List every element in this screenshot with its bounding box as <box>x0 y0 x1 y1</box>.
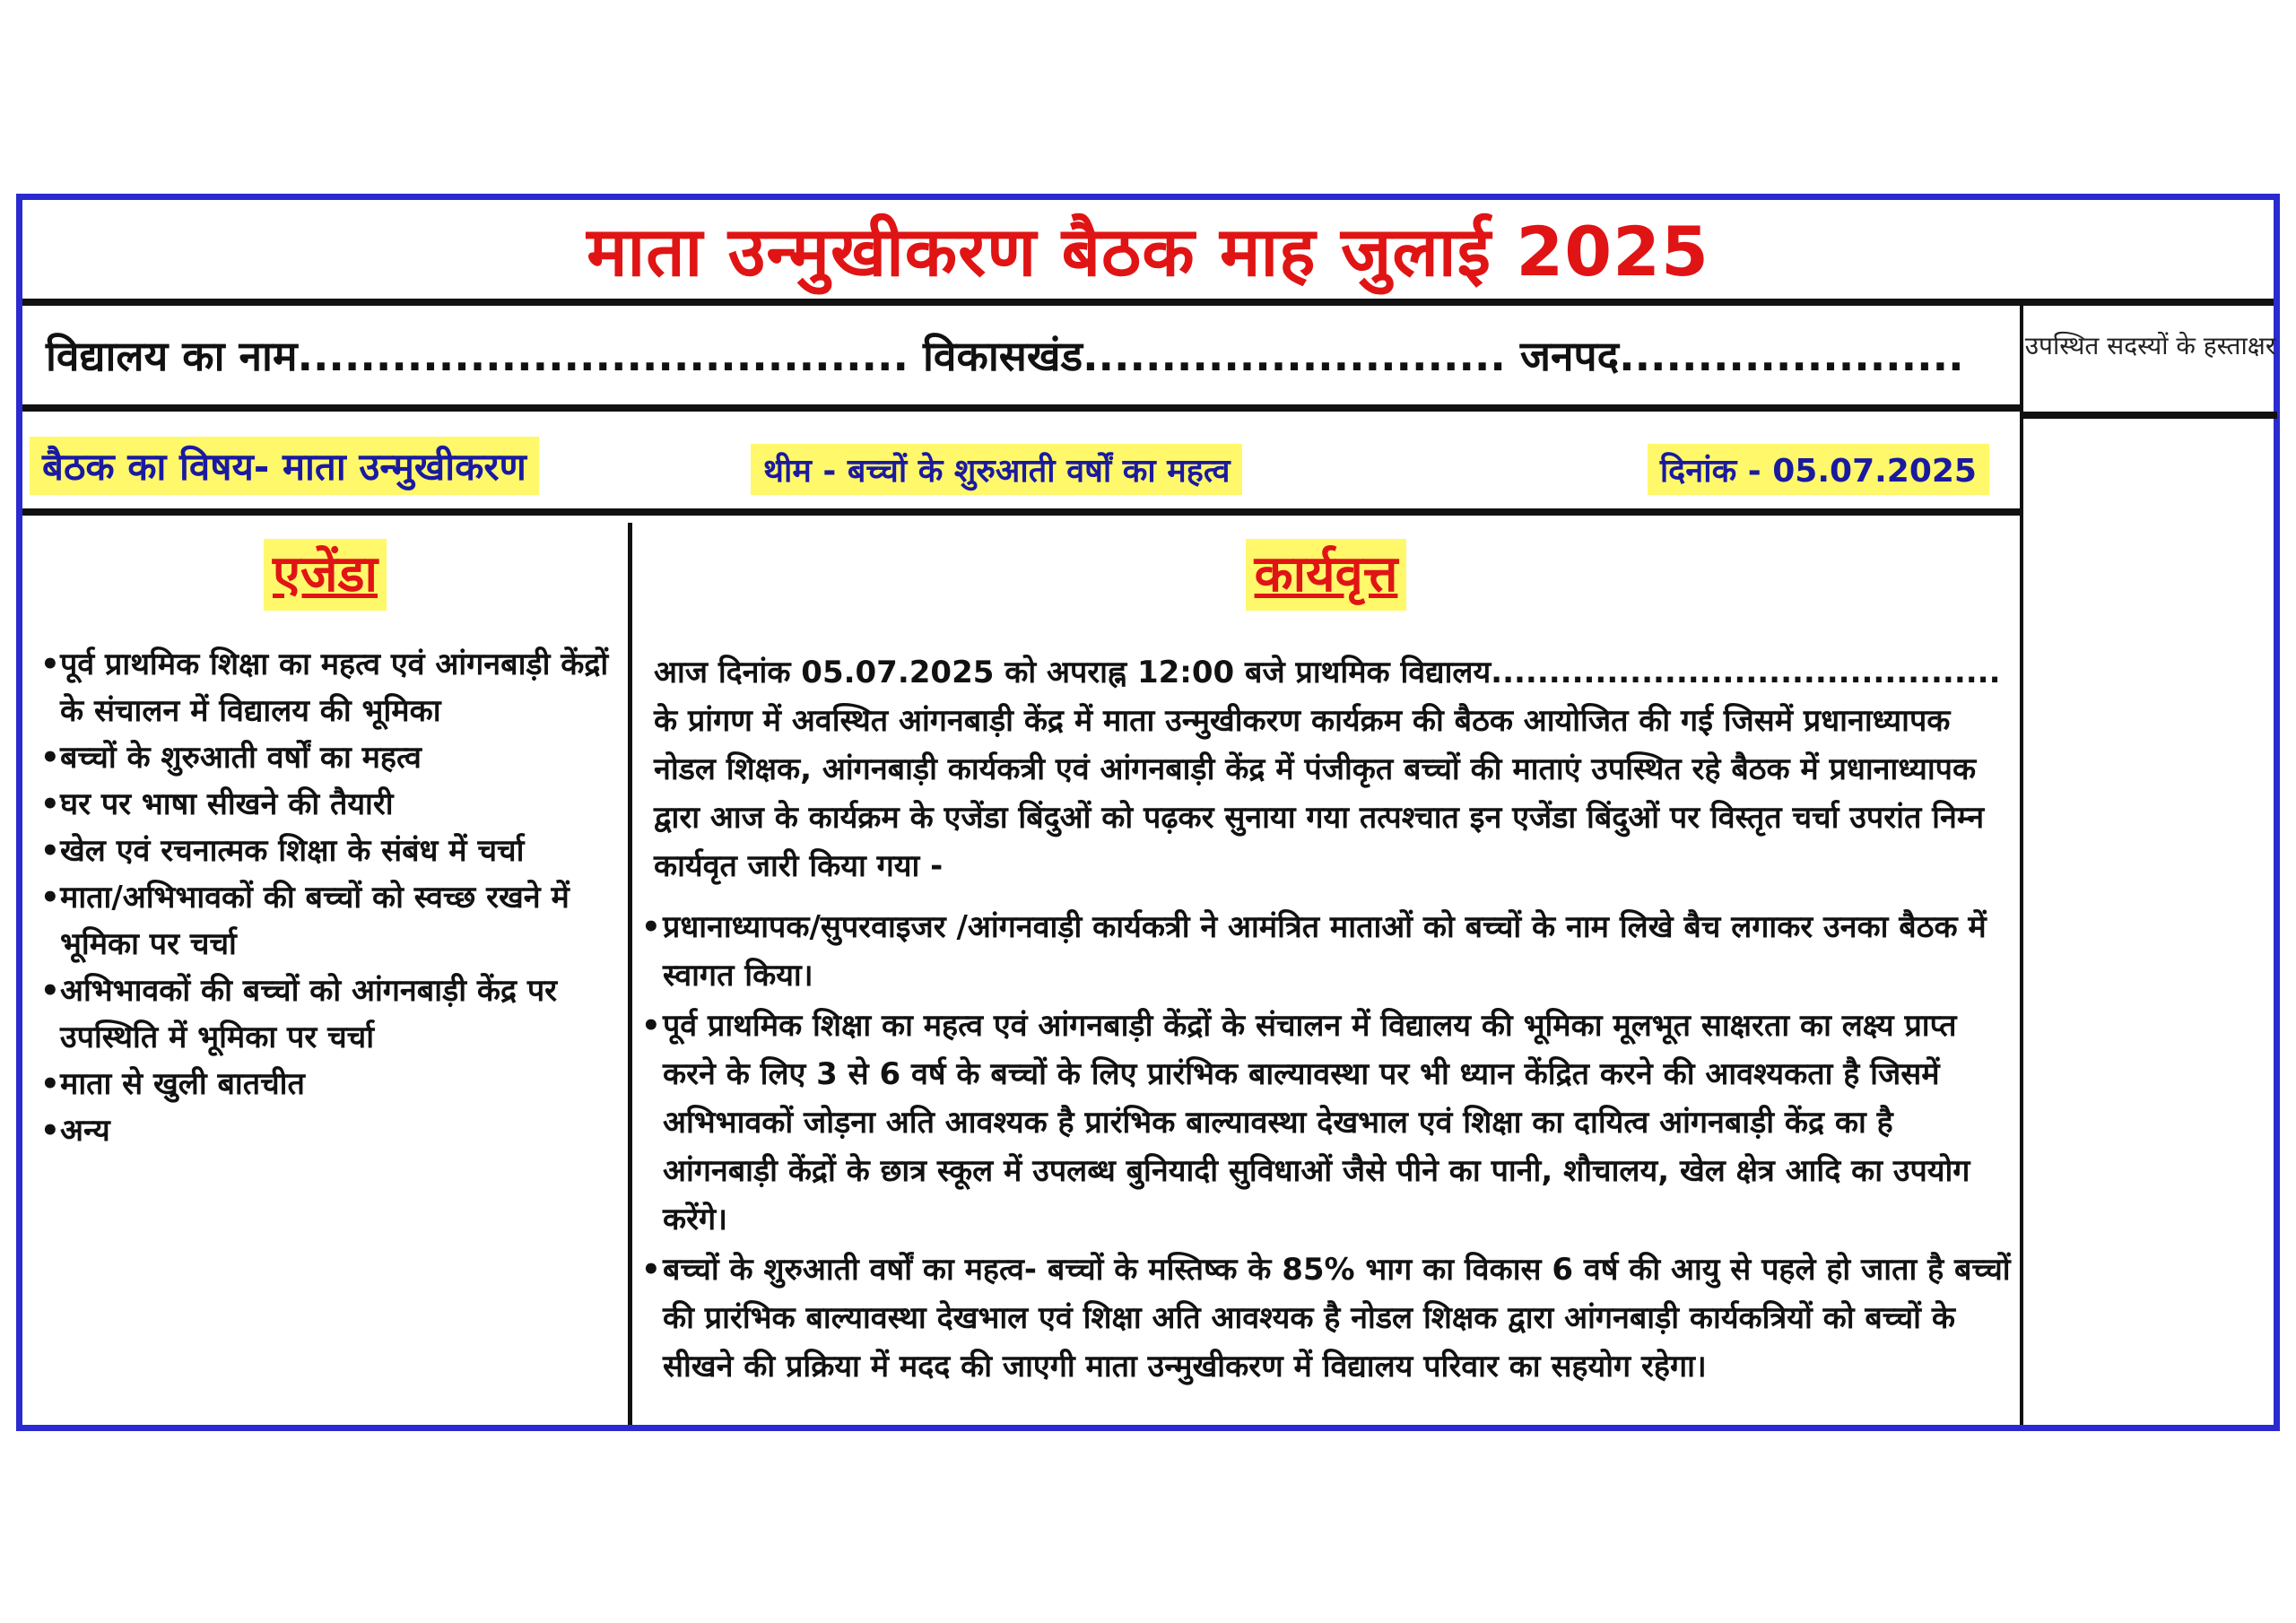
block-field: विकासखंड........................... <box>923 332 1506 380</box>
minutes-intro: आज दिनांक 05.07.2025 को अपराह्न 12:00 बजे प्राथमिक विद्यालय............................................ के प्रांगण में अवस्थित आंगनबाड़ी केंद्र में माता उन्मुखीकरण कार्यक्रम की बैठक आयोजित की गई जिसमें प्रधानाध्यापक नोडल शिक्षक, आंगनबाड़ी कार्यकत्री एवं आंगनबाड़ी केंद्र में पंजीकृत बच्चों की माताएं उपस्थित रहे बैठक में प्रधानाध्यापक द्वारा आज के कार्यक्रम के एजेंडा बिंदुओं को पढ़कर सुनाया गया तत्पश्चात इन एजेंडा बिंदुओं पर विस्तृत चर्चा उपरांत निम्न कार्यवृत जारी किया गया - <box>654 655 2001 884</box>
district-field: जनपद...................... <box>1519 332 1964 380</box>
agenda-list <box>22 641 628 1154</box>
signature-divider <box>2023 412 2277 419</box>
agenda-item: • माता से खुली बातचीत <box>40 1061 619 1107</box>
signature-label: उपस्थित सदस्यों के हस्ताक्षर <box>2024 331 2276 360</box>
agenda-item: • अभिभावकों की बच्चों को आंगनबाड़ी केंद्र पर उपस्थिति में भूमिका पर चर्चा <box>40 968 619 1061</box>
agenda-column <box>22 523 632 1425</box>
minutes-column <box>632 523 2020 1425</box>
agenda-item: • माता/अभिभावकों की बच्चों को स्वच्छ रखने में भूमिका पर चर्चा <box>40 874 619 968</box>
minutes-heading: कार्यवृत्त <box>1246 539 1407 611</box>
agenda-heading: एजेंडा <box>264 539 387 611</box>
subject-row <box>22 419 2020 516</box>
signature-column <box>2020 306 2277 1425</box>
minutes-item: • प्रधानाध्यापक/सुपरवाइजर /आंगनवाड़ी कार्यकत्री ने आमंत्रित माताओं को बच्चों के नाम लिखे बैच लगाकर उनका बैठक में स्वागत किया। <box>641 903 2011 1000</box>
school-name-field: विद्यालय का नाम....................................... <box>46 332 909 380</box>
minutes-item: • बच्चों के शुरुआती वर्षों का महत्व- बच्चों के मस्तिष्क के 85% भाग का विकास 6 वर्ष की आयु से पहले हो जाता है बच्चों की प्रारंभिक बाल्यावस्था देखभाल एवं शिक्षा अति आवश्यक है नोडल शिक्षक द्वारा आंगनबाड़ी कार्यकत्रियों को बच्चों के सीखने की प्रक्रिया में मदद की जाएगी माता उन्मुखीकरण में विद्यालय परिवार का सहयोग रहेगा। <box>641 1245 2011 1391</box>
minutes-list <box>641 903 2011 1391</box>
title-row <box>22 200 2274 306</box>
school-info-row <box>22 306 2020 412</box>
meeting-sheet <box>16 194 2280 1431</box>
agenda-item: • अन्य <box>40 1107 619 1154</box>
minutes-item: • पूर्व प्राथमिक शिक्षा का महत्व एवं आंगनबाड़ी केंद्रों के संचालन में विद्यालय की भूमिका मूलभूत साक्षरता का लक्ष्य प्राप्त करने के लिए 3 से 6 वर्ष के बच्चों के लिए प्रारंभिक बाल्यावस्था पर भी ध्यान केंद्रित करने की आवश्यकता है जिसमें अभिभावकों जोड़ना अति आवश्यक है प्रारंभिक बाल्यावस्था देखभाल एवं शिक्षा का दायित्व आंगनबाड़ी केंद्र का है आंगनबाड़ी केंद्रों के छात्र स्कूल में उपलब्ध बुनियादी सुविधाओं जैसे पीने का पानी, शौचालय, खेल क्षेत्र आदि का उपयोग करेंगे। <box>641 1002 2011 1244</box>
agenda-item: • बच्चों के शुरुआती वर्षों का महत्व <box>40 734 619 781</box>
agenda-item: • घर पर भाषा सीखने की तैयारी <box>40 781 619 828</box>
meeting-subject: बैठक का विषय- माता उन्मुखीकरण <box>30 437 539 495</box>
meeting-date: दिनांक - 05.07.2025 <box>1648 444 1989 495</box>
agenda-item: • पूर्व प्राथमिक शिक्षा का महत्व एवं आंगनबाड़ी केंद्रों के संचालन में विद्यालय की भूमिका <box>40 641 619 734</box>
meeting-theme: थीम - बच्चों के शुरुआती वर्षों का महत्व <box>751 444 1242 495</box>
agenda-item: • खेल एवं रचनात्मक शिक्षा के संबंध में चर्चा <box>40 828 619 874</box>
page-title: माता उन्मुखीकरण बैठक माह जुलाई 2025 <box>587 211 1709 291</box>
